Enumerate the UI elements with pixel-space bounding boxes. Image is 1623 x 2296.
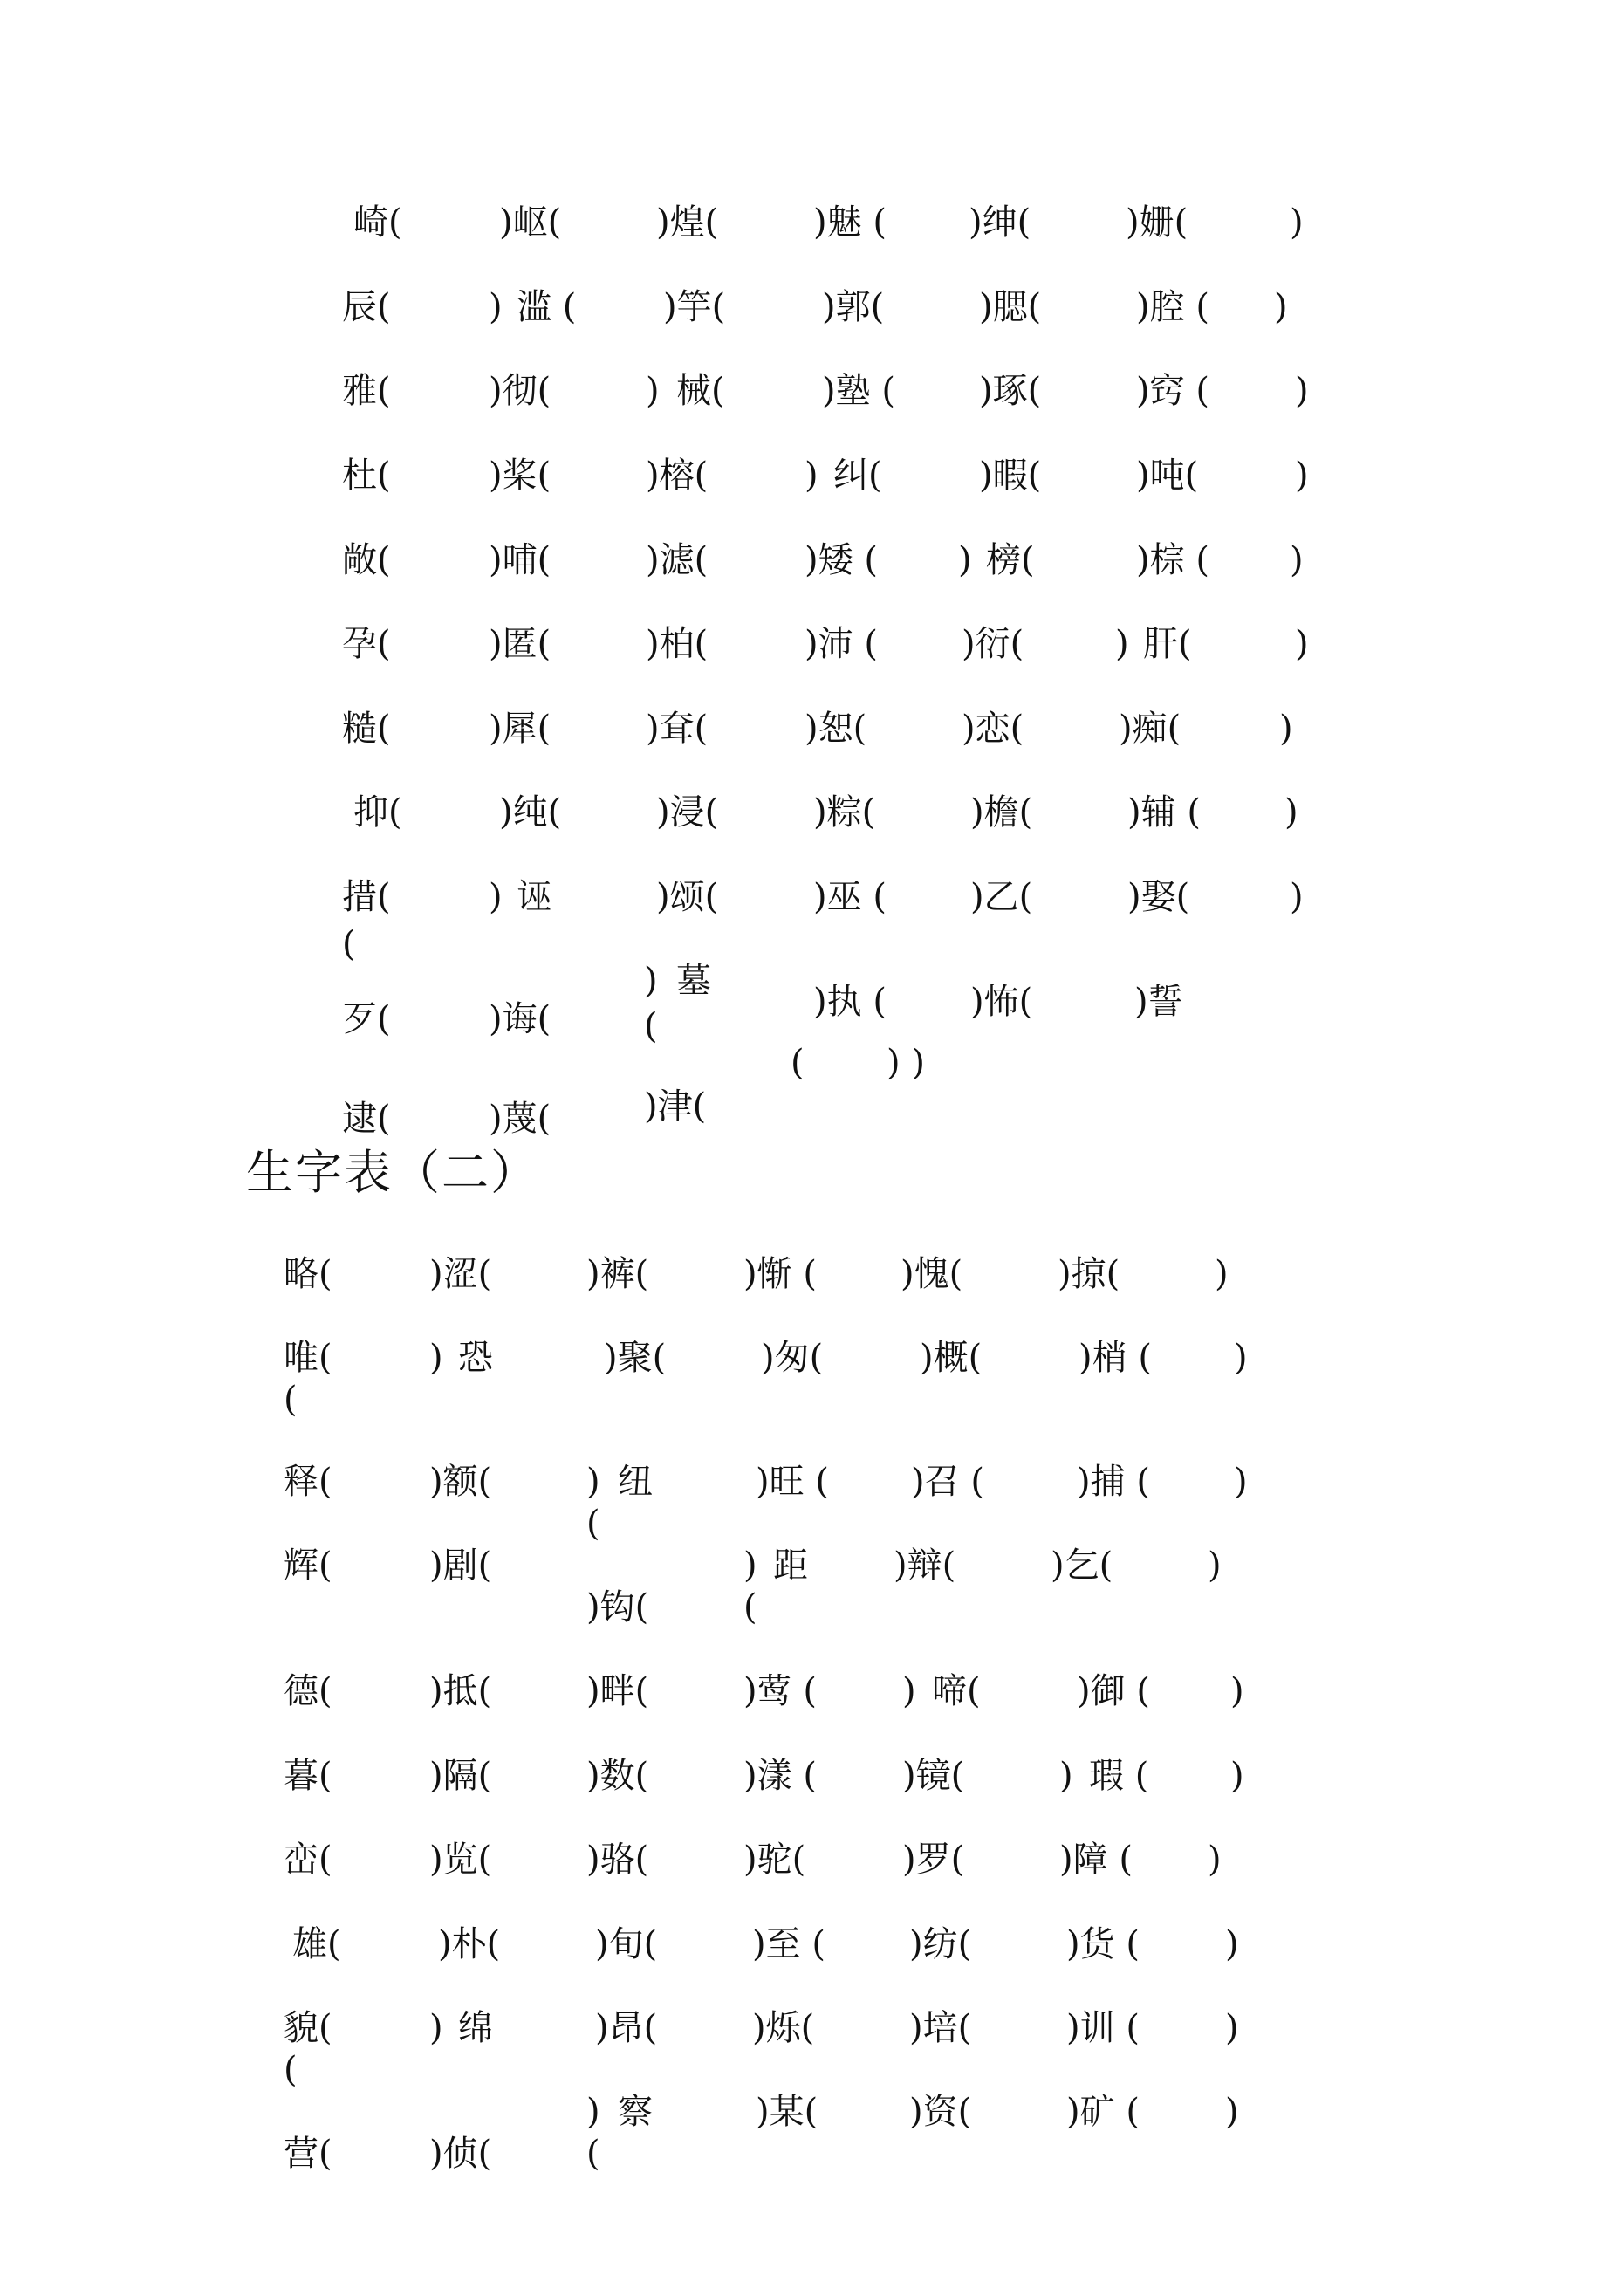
char-item: )滤( [646,540,709,580]
char-item: )御 ( [1077,1671,1150,1711]
char-item: )恕( [805,709,867,749]
char-item: )巫 ( [813,877,887,917]
char-item: 孕( [342,624,391,664]
char-item: )掠( [1058,1254,1120,1294]
char-item: )吨( [1136,456,1199,496]
char-item: )郭( [822,287,885,327]
char-item: ) [1225,2008,1239,2048]
char-item: ) [586,2092,600,2132]
char-item: )培( [909,2008,972,2048]
char-item: ) [1295,456,1309,496]
char-item: 械( [676,371,725,411]
char-item: ) [1279,709,1293,749]
char-item: )抵( [429,1671,492,1711]
char-item: )货 ( [1066,1924,1140,1964]
char-item: ( [284,2050,298,2090]
char-item: )暇( [979,456,1042,496]
char-item: )畔( [586,1671,649,1711]
char-item: )窍 ( [1136,371,1209,411]
char-item: 杜( [342,456,391,496]
char-item: )塾 ( [822,371,895,411]
char-item: )莺 ( [743,1671,817,1711]
char-item: 营( [284,2134,332,2174]
char-item: )骆( [586,1840,649,1880]
char-item: ) [1225,2092,1239,2132]
char-item: ) [805,456,818,496]
char-item: )镜( [902,1756,965,1796]
char-item: ( [342,924,356,964]
char-item: )至 ( [752,1924,825,1964]
char-item: )辅 ( [1127,792,1201,833]
char-item: 德( [284,1671,332,1711]
char-item: )障 ( [1059,1840,1133,1880]
char-item: ) [586,1462,600,1502]
char-item: )旺 ( [756,1462,829,1502]
char-item: )召 ( [911,1462,984,1502]
char-item: 抑( [353,792,402,833]
char-item: )桨( [489,456,551,496]
char-item: )烁( [752,2008,815,2048]
char-item: )浸( [656,792,719,833]
char-item: )侦( [429,2134,492,2174]
char-item: )乙( [970,877,1033,917]
char-item: 瑕 ( [1089,1756,1149,1796]
char-item: )衍( [962,624,1024,664]
char-item: )裤( [586,1254,649,1294]
char-item: ( [791,1043,805,1083]
char-item: )岖( [499,202,562,243]
char-item: )漾 ( [743,1756,817,1796]
char-item: )乞( [1051,1546,1113,1586]
char-item: )聚( [604,1338,667,1378]
char-item: ) [429,1338,443,1378]
char-item: )匿( [489,624,551,664]
char-item: )腮( [979,287,1042,327]
char-item: )某( [756,2092,818,2132]
char-item: )匆( [761,1338,824,1378]
char-item: )额( [429,1462,492,1502]
char-item: ) [489,877,503,917]
char-item: )犀( [489,709,551,749]
char-item: )梢 ( [1079,1338,1152,1378]
section-heading: 生字表（二） [246,1145,539,1200]
char-item: 滥 ( [517,287,577,327]
char-item: )棕 ( [1136,540,1209,580]
char-item: ) [1295,371,1309,411]
char-item: )辩( [894,1546,956,1586]
char-item: 峦( [284,1840,332,1880]
char-item: )钩( [586,1587,649,1628]
char-item: ) [1290,202,1304,243]
char-item: )娶( [1127,877,1190,917]
char-item: )腔 ( [1136,287,1209,327]
char-item: )资( [909,2092,972,2132]
char-item: )琢( [979,371,1042,411]
char-item: )执 ( [813,982,887,1022]
char-item: ( [586,2134,600,2174]
char-item: ) [1115,624,1129,664]
char-item: ) [644,961,658,1001]
char-item: )魅 ( [813,202,887,243]
char-item: )矮 ( [805,540,878,580]
char-item: )津( [644,1086,707,1127]
char-item: )竽( [663,287,726,327]
char-item: 墓 [676,961,711,1001]
char-item: )誓 [1134,982,1183,1022]
char-item: 纽 [618,1462,653,1502]
char-item: ) [1230,1756,1244,1796]
char-item: )涩( [429,1254,492,1294]
char-item: )罗( [902,1840,965,1880]
char-item: )隔( [429,1756,492,1796]
char-item: ( [284,1380,298,1420]
char-item: ) [1290,877,1304,917]
char-item: )粽( [813,792,876,833]
char-item: ( [644,1006,658,1046]
char-item: 糙( [342,709,391,749]
char-item: )概( [920,1338,983,1378]
char-item: 辰( [342,287,391,327]
char-item: 逮( [342,1099,391,1139]
char-item: )旬( [595,1924,658,1964]
char-item: 啼( [932,1671,981,1711]
char-item: 雄( [292,1924,341,1964]
char-item: 绵 [458,2008,493,2048]
char-item: )惭 ( [743,1254,817,1294]
char-item: )恋( [962,709,1024,749]
char-item: )煌( [656,202,719,243]
char-item: 略( [284,1254,332,1294]
char-item: ) [1059,1756,1073,1796]
char-item: )痴( [1119,709,1181,749]
char-item: 辉( [284,1546,332,1586]
char-item: ) [1215,1254,1229,1294]
char-item: )绅( [969,202,1031,243]
char-item: ) [489,287,503,327]
char-item: 距 [773,1546,808,1586]
char-item: )驼( [743,1840,806,1880]
char-item: )姗( [1126,202,1188,243]
char-item: ) [1230,1671,1244,1711]
char-item: )榕( [646,456,709,496]
char-item: 肝( [1143,624,1192,664]
char-item: ) [1295,624,1309,664]
char-item: )蔑( [489,1099,551,1139]
char-item: )纺( [909,1924,972,1964]
char-item: ) [1208,1840,1222,1880]
char-item: 榜( [986,540,1035,580]
char-item: 雅( [342,371,391,411]
char-item: 唯( [284,1338,332,1378]
char-item: )耷( [646,709,709,749]
char-item: ) [1234,1462,1248,1502]
char-item: ( [586,1504,600,1544]
char-item: ) [902,1671,916,1711]
char-item: 恐 [458,1338,493,1378]
char-item: )彻( [489,371,551,411]
char-item: 貌( [284,2008,332,2048]
char-item: )览( [429,1840,492,1880]
char-item: ) [958,540,972,580]
char-item: 措( [342,877,391,917]
char-item: )愧( [901,1254,963,1294]
char-item: ) [429,2008,443,2048]
char-item: 崎( [353,202,402,243]
char-item: ) ) [887,1043,925,1083]
char-item: 察 [618,2092,653,2132]
char-item: )矿 ( [1066,2092,1140,2132]
char-item: ) [646,371,660,411]
char-item: )檐( [970,792,1033,833]
char-item: )颂( [656,877,719,917]
char-item: )捕 ( [1077,1462,1150,1502]
char-item: 纠( [833,456,882,496]
char-item: )朴( [438,1924,501,1964]
char-item: )训 ( [1066,2008,1140,2048]
char-item: )诲( [489,999,551,1039]
char-item: 诬 [517,877,551,917]
char-item: ) [1290,540,1304,580]
char-item: )哺( [489,540,551,580]
char-item: )纯( [499,792,562,833]
char-item: ( [743,1587,757,1628]
char-item: ) [1208,1546,1222,1586]
char-item: )怖( [970,982,1033,1022]
char-item: ) [1284,792,1298,833]
char-item: )数( [586,1756,649,1796]
char-item: )柏( [646,624,709,664]
char-item: 敞( [342,540,391,580]
char-item: ) [1225,1924,1239,1964]
char-item: ) [1234,1338,1248,1378]
char-item: 暮( [284,1756,332,1796]
char-item: )剧( [429,1546,492,1586]
char-item: )沛 ( [805,624,878,664]
char-item: 歹( [342,999,391,1039]
char-item: ) [743,1546,757,1586]
char-item: ) [1274,287,1288,327]
char-item: )昂( [595,2008,658,2048]
char-item: 释( [284,1462,332,1502]
